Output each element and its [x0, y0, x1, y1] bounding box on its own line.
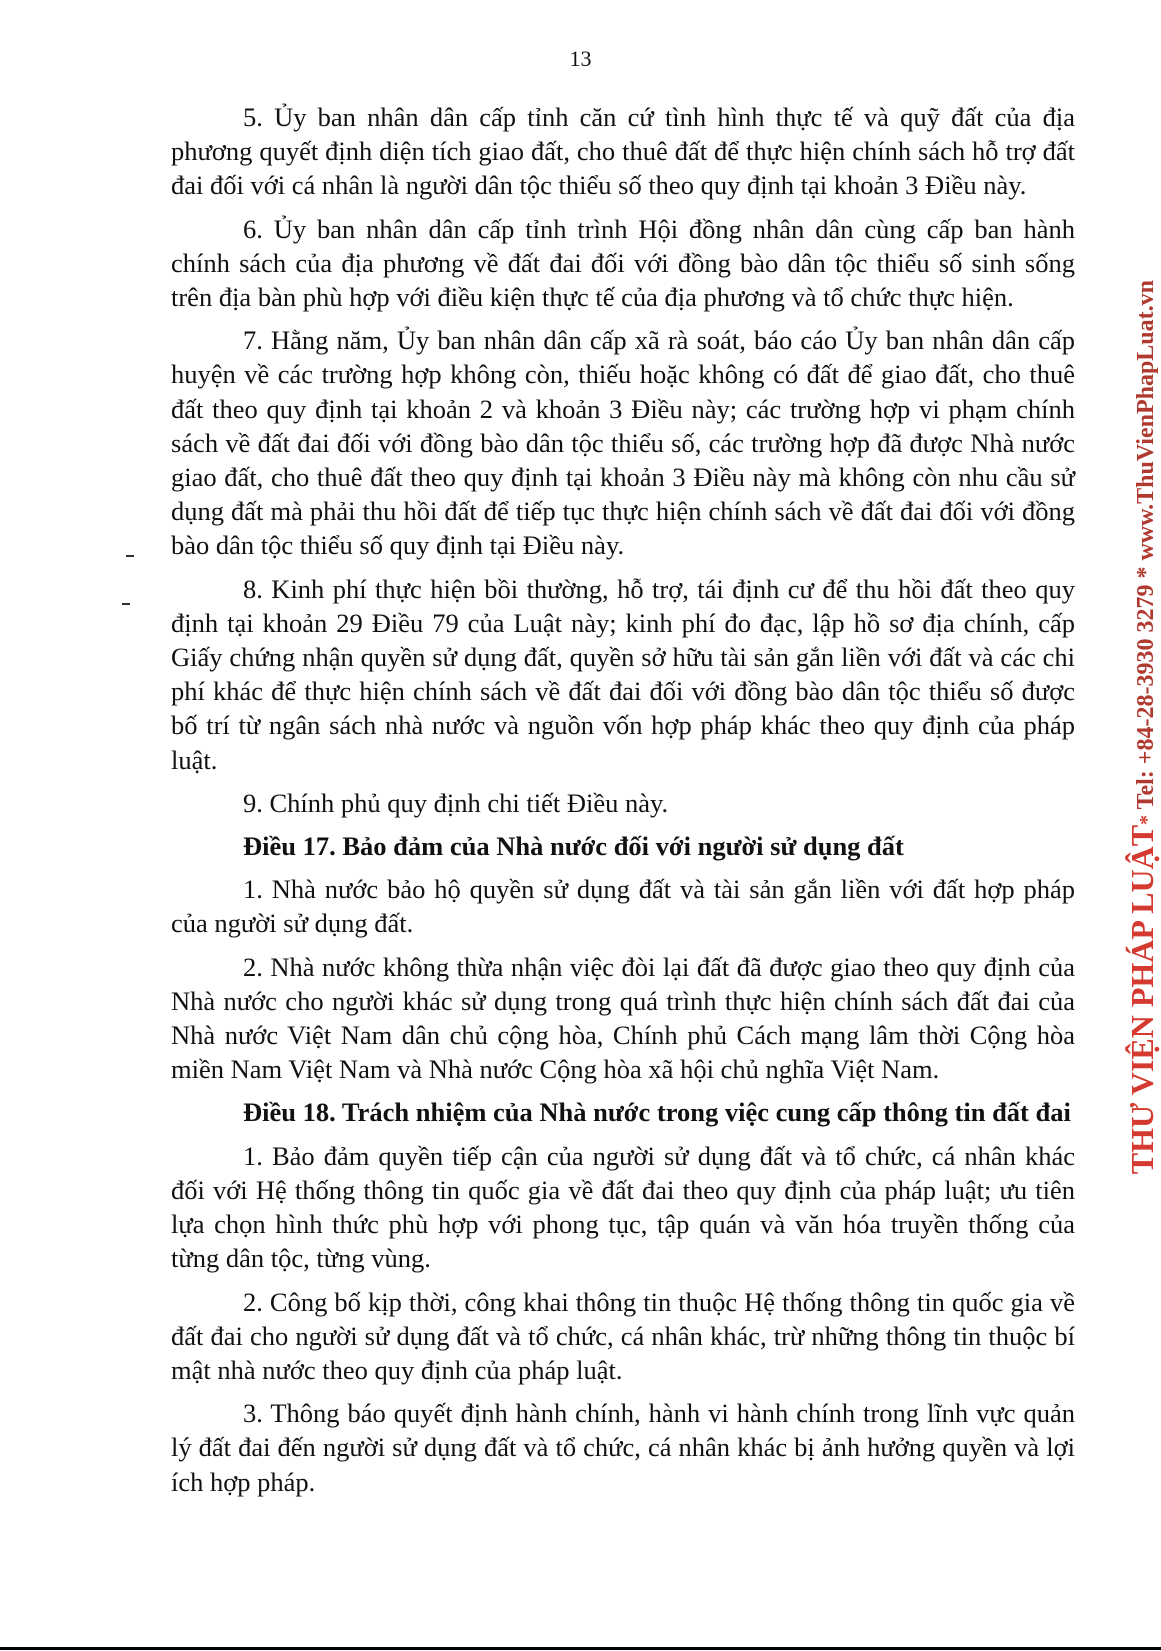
article-18-clause-2: 2. Công bố kịp thời, công khai thông tin thuộc Hệ thống thông tin quốc gia về đất đai cho người sử dụng đất và tổ chức, cá nhân khác, trừ những thông tin thuộc bí mật nhà nước theo quy định của pháp luật. [171, 1286, 1075, 1385]
watermark-separator: * [1136, 814, 1158, 825]
page-number: 13 [569, 46, 592, 71]
scan-mark [122, 603, 130, 605]
article-17-heading: Điều 17. Bảo đảm của Nhà nước đối với người sử dụng đất [243, 831, 904, 862]
article-18-clause-3: 3. Thông báo quyết định hành chính, hành vi hành chính trong lĩnh vực quản lý đất đai đến người sử dụng đất và tổ chức, cá nhân khác bị ảnh hưởng quyền và lợi ích hợp pháp. [171, 1398, 1075, 1497]
watermark-brand: THƯ VIỆN PHÁP LUẬT [1124, 824, 1160, 1175]
watermark-contact: Tel: +84-28-3930 3279 * www.ThuVienPhapLuat.vn [1133, 280, 1159, 810]
document-body [171, 100, 1075, 1508]
paragraph-clause-8: 8. Kinh phí thực hiện bồi thường, hỗ trợ, tái định cư để thu hồi đất theo quy định tại khoản 29 Điều 79 của Luật này; kinh phí đo đạc, lập hồ sơ địa chính, cấp Giấy chứng nhận quyền sử dụng đất, quyền sở hữu tài sản gắn liền với đất và các chi phí khác để thực hiện chính sách về đất đai đối với đồng bào dân tộc thiểu số được bố trí từ ngân sách nhà nước và nguồn vốn hợp pháp khác theo quy định của pháp luật. [171, 573, 1075, 775]
article-17-clause-1: 1. Nhà nước bảo hộ quyền sử dụng đất và tài sản gắn liền với đất hợp pháp của người sử dụng đất. [171, 874, 1075, 939]
scan-mark [126, 555, 134, 557]
paragraph-clause-9: 9. Chính phủ quy định chi tiết Điều này. [243, 787, 669, 818]
article-18-clause-1: 1. Bảo đảm quyền tiếp cận của người sử dụng đất và tổ chức, cá nhân khác đối với Hệ thống thông tin quốc gia về đất đai theo quy định của pháp luật; ưu tiên lựa chọn hình thức phù hợp với phong tục, tập quán và văn hóa truyền thống của từng dân tộc, từng vùng. [171, 1140, 1075, 1274]
article-18-heading: Điều 18. Trách nhiệm của Nhà nước trong việc cung cấp thông tin đất đai [243, 1097, 1071, 1128]
paragraph-clause-7: 7. Hằng năm, Ủy ban nhân dân cấp xã rà soát, báo cáo Ủy ban nhân dân cấp huyện về các trường hợp không còn, thiếu hoặc không có đất để giao đất, cho thuê đất theo quy định tại khoản 2 và khoản 3 Điều này; các trường hợp vi phạm chính sách về đất đai đối với đồng bào dân tộc thiểu số, các trường hợp đã được Nhà nước giao đất, cho thuê đất theo quy định tại khoản 3 Điều này mà không còn nhu cầu sử dụng đất mà phải thu hồi đất để tiếp tục thực hiện chính sách về đất đai đối với đồng bào dân tộc thiểu số quy định tại Điều này. [171, 325, 1075, 561]
article-17-clause-2: 2. Nhà nước không thừa nhận việc đòi lại đất đã được giao theo quy định của Nhà nước cho người khác sử dụng trong quá trình thực hiện chính sách đất đai của Nhà nước Việt Nam dân chủ cộng hòa, Chính phủ Cách mạng lâm thời Cộng hòa miền Nam Việt Nam và Nhà nước Cộng hòa xã hội chủ nghĩa Việt Nam. [171, 951, 1075, 1085]
vertical-watermark [1122, 280, 1161, 1350]
paragraph-clause-5: 5. Ủy ban nhân dân cấp tỉnh căn cứ tình hình thực tế và quỹ đất của địa phương quyết định diện tích giao đất, cho thuê đất để thực hiện chính sách hỗ trợ đất đai đối với cá nhân là người dân tộc thiểu số theo quy định tại khoản 3 Điều này. [171, 102, 1075, 201]
paragraph-clause-6: 6. Ủy ban nhân dân cấp tỉnh trình Hội đồng nhân dân cùng cấp ban hành chính sách của địa phương về đất đai đối với đồng bào dân tộc thiểu số sinh sống trên địa bàn phù hợp với điều kiện thực tế của địa phương và tổ chức thực hiện. [171, 213, 1075, 313]
page-bottom-border [0, 1647, 1161, 1650]
